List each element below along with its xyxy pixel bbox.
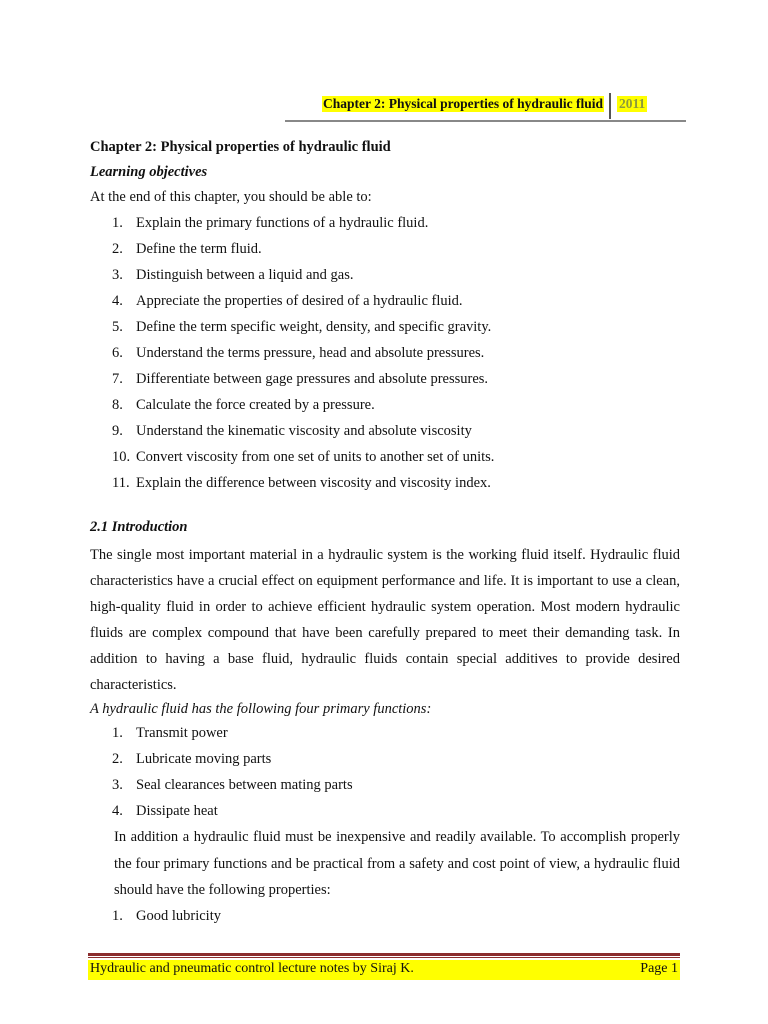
list-item <box>90 288 680 314</box>
list-number: 4. <box>112 803 123 819</box>
list-text: Understand the terms pressure, head and absolute pressures. <box>136 345 485 361</box>
list-text: Calculate the force created by a pressure. <box>136 397 375 413</box>
list-number: 11. <box>112 475 130 491</box>
properties-list <box>90 904 680 928</box>
list-text: Transmit power <box>136 725 228 741</box>
list-item <box>90 392 680 418</box>
page-footer <box>88 960 680 980</box>
list-number: 1. <box>112 215 123 231</box>
footer-rule-thin <box>88 957 680 958</box>
list-text: Explain the difference between viscosity and viscosity index. <box>136 475 491 491</box>
list-text: Define the term specific weight, density, and specific gravity. <box>136 319 492 335</box>
intro-paragraph: The single most important material in a hydraulic system is the working fluid itself. Hydraulic fluid characteristics have a crucial effect on equipment performance and life. It is important to use a clean, high-quality fluid in order to achieve efficient hydraulic system operation. Most modern hydraulic fluids are complex compound that have been carefully prepared to meet their demanding task. In addition to having a base fluid, hydraulic fluids contain special additives to provide desired characteristics. <box>90 547 680 693</box>
list-item <box>90 470 680 496</box>
list-number: 9. <box>112 423 123 439</box>
page-content <box>90 136 680 928</box>
footer-rule <box>88 953 680 956</box>
list-text: Understand the kinematic viscosity and absolute viscosity <box>136 423 472 439</box>
list-text: Define the term fluid. <box>136 241 262 257</box>
list-number: 5. <box>112 319 123 335</box>
list-item <box>90 798 680 824</box>
list-text: Seal clearances between mating parts <box>136 777 353 793</box>
chapter-title: Chapter 2: Physical properties of hydraulic fluid <box>90 139 391 155</box>
list-item <box>90 340 680 366</box>
footer-text: Hydraulic and pneumatic control lecture notes by Siraj K. <box>90 961 414 976</box>
list-item <box>90 314 680 340</box>
list-number: 7. <box>112 371 123 387</box>
objectives-list <box>90 210 680 496</box>
list-number: 8. <box>112 397 123 413</box>
list-item <box>90 262 680 288</box>
list-text: Explain the primary functions of a hydraulic fluid. <box>136 215 429 231</box>
list-item <box>90 366 680 392</box>
list-text: Good lubricity <box>136 907 221 924</box>
page-header <box>0 93 686 117</box>
list-number: 1. <box>112 725 123 741</box>
properties-paragraph: In addition a hydraulic fluid must be inexpensive and readily available. To accomplish properly the four primary functions and be practical from a safety and cost point of view, a hydraulic fluid should have the following properties: <box>114 829 680 898</box>
list-item <box>90 210 680 236</box>
list-item <box>90 720 680 746</box>
list-item <box>90 772 680 798</box>
list-item <box>90 904 680 928</box>
list-text: Convert viscosity from one set of units to another set of units. <box>136 449 495 465</box>
list-number: 10. <box>112 449 131 465</box>
list-text: Differentiate between gage pressures and absolute pressures. <box>136 371 489 387</box>
header-rule <box>285 120 686 122</box>
list-number: 6. <box>112 345 123 361</box>
page-number: Page 1 <box>640 961 678 976</box>
list-text: Appreciate the properties of desired of a hydraulic fluid. <box>136 293 463 309</box>
list-item <box>90 746 680 772</box>
header-separator <box>609 93 611 119</box>
list-number: 1. <box>112 907 123 924</box>
list-item <box>90 236 680 262</box>
objectives-intro: At the end of this chapter, you should be able to: <box>90 189 372 205</box>
list-text: Dissipate heat <box>136 803 218 819</box>
learning-objectives-heading: Learning objectives <box>90 164 208 180</box>
header-title: Chapter 2: Physical properties of hydraulic fluid <box>322 96 603 111</box>
list-item <box>90 418 680 444</box>
list-number: 2. <box>112 751 123 767</box>
list-number: 4. <box>112 293 123 309</box>
functions-list <box>90 720 680 824</box>
functions-intro: A hydraulic fluid has the following four primary functions: <box>90 701 432 717</box>
list-text: Lubricate moving parts <box>136 751 272 767</box>
list-number: 3. <box>112 777 123 793</box>
list-item <box>90 444 680 470</box>
list-text: Distinguish between a liquid and gas. <box>136 267 354 283</box>
header-year: 2011 <box>619 96 646 111</box>
list-number: 2. <box>112 241 123 257</box>
section-heading: 2.1 Introduction <box>90 519 188 535</box>
list-number: 3. <box>112 267 123 283</box>
